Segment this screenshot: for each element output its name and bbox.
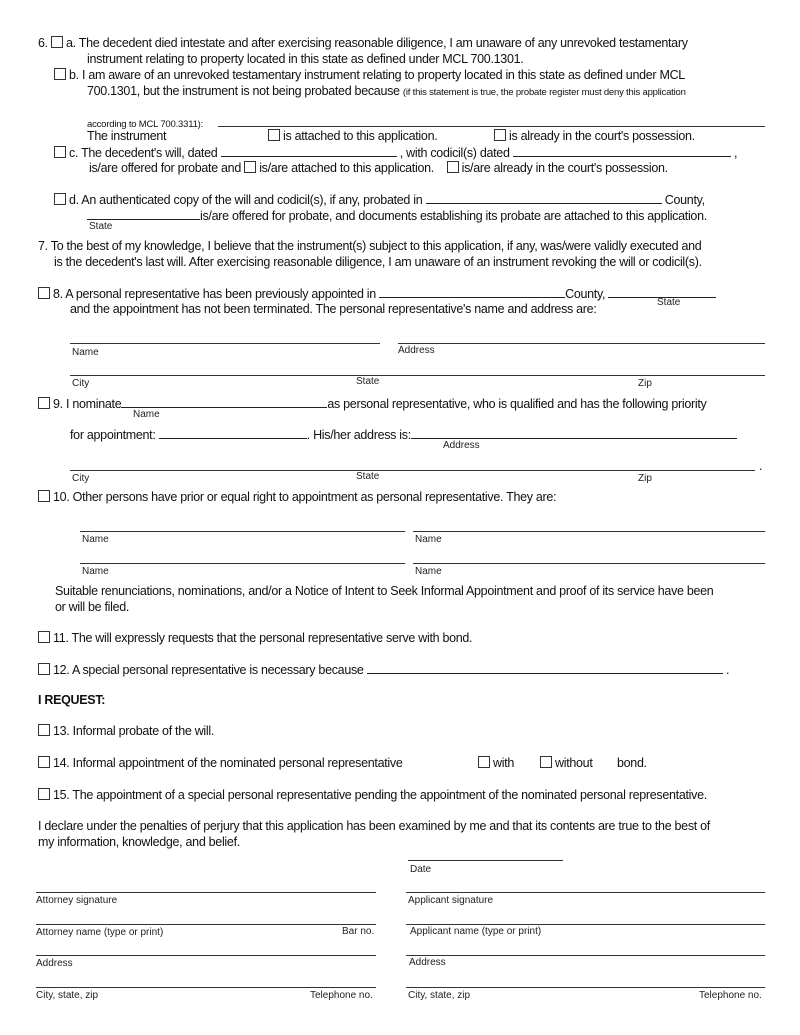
applicant-address-label: Address: [409, 957, 446, 968]
name-field[interactable]: [80, 563, 405, 564]
checkbox-without-bond[interactable]: [540, 756, 552, 768]
without-bond: [540, 756, 593, 771]
checkbox-13[interactable]: [38, 724, 50, 736]
attorney-address-field[interactable]: [36, 955, 376, 956]
declaration-text-2: my information, knowledge, and belief.: [38, 835, 240, 849]
date-field[interactable]: [408, 860, 563, 861]
without-label: without: [555, 756, 593, 770]
item-6d-text: d. An authenticated copy of the will and codicil(s), if any, probated in: [69, 193, 423, 207]
checkbox-6a[interactable]: [51, 36, 63, 48]
address-prompt: . His/her address is:: [306, 428, 411, 442]
item-6b: [54, 68, 685, 83]
item-13: [38, 724, 214, 739]
instr-possession-label: is already in the court's possession.: [509, 129, 695, 143]
county-field[interactable]: [379, 286, 565, 298]
item-8: [38, 286, 716, 302]
applicant-city-label: City, state, zip: [408, 990, 471, 1001]
will-attached-label: is/are attached to this application.: [259, 161, 434, 175]
item-15: [38, 788, 707, 803]
name-field[interactable]: [70, 343, 380, 344]
instr-possession: [494, 129, 695, 144]
item-number: 6.: [38, 36, 48, 50]
checkbox-instr-possession[interactable]: [494, 129, 506, 141]
codicil-label: , with codicil(s) dated: [399, 146, 510, 160]
county-field[interactable]: [426, 192, 662, 204]
item-12: 12. A special personal representative is necessary because .: [38, 662, 729, 678]
date-label: Date: [410, 864, 432, 875]
item-6a: [38, 36, 688, 51]
codicil-date-field[interactable]: [513, 145, 731, 157]
checkbox-10[interactable]: [38, 490, 50, 502]
item-6c: c. The decedent's will, dated , with codicil(s) dated ,: [54, 145, 737, 161]
state-label: State: [89, 221, 113, 232]
will-date-field[interactable]: [221, 145, 397, 157]
checkbox-8[interactable]: [38, 287, 50, 299]
checkbox-6c[interactable]: [54, 146, 66, 158]
renunciation-text-2: or will be filed.: [55, 600, 130, 614]
item-15-text: 15. The appointment of a special personal representative pending the appointment of the nominated personal representative.: [53, 788, 707, 802]
address-field[interactable]: [398, 343, 765, 344]
item-14: [38, 756, 402, 771]
attorney-city-label: City, state, zip: [36, 990, 99, 1001]
item-6b-text-3: according to MCL 700.3311):: [87, 119, 204, 130]
with-bond: [478, 756, 514, 771]
name-label: Name: [415, 566, 442, 577]
state-field[interactable]: [87, 208, 200, 220]
priority-field[interactable]: [159, 427, 307, 439]
zip-label: Zip: [638, 378, 652, 389]
applicant-telephone-label: Telephone no.: [699, 990, 762, 1001]
attorney-address-label: Address: [36, 958, 73, 969]
item-10-text: 10. Other persons have prior or equal right to appointment as personal representative. They are:: [53, 490, 557, 504]
declaration-text: I declare under the penalties of perjury that this application has been examined by me and that its contents are true to the best of: [38, 819, 710, 833]
checkbox-11[interactable]: [38, 631, 50, 643]
instr-attached: [268, 129, 437, 144]
attorney-city-field[interactable]: [36, 987, 376, 988]
item-11-text: 11. The will expressly requests that the personal representative serve with bond.: [53, 631, 473, 645]
item-6a-text-2: instrument relating to property located in this state as defined under MCL 700.1301.: [87, 52, 524, 66]
applicant-address-field[interactable]: [406, 955, 765, 956]
item-6b-text-2: [87, 84, 686, 100]
state-label: State: [356, 376, 380, 387]
checkbox-6d[interactable]: [54, 193, 66, 205]
state-label: State: [356, 471, 380, 482]
applicant-signature-label: Applicant signature: [408, 895, 494, 906]
item-9-text-b: as personal representative, who is qualified and has the following priority: [327, 397, 707, 411]
name-field[interactable]: [80, 531, 405, 532]
zip-label: Zip: [638, 473, 652, 484]
checkbox-will-attached[interactable]: [244, 161, 256, 173]
attorney-telephone-label: Telephone no.: [310, 990, 373, 1001]
item-6d: [54, 192, 705, 208]
item-8-text: 8. A personal representative has been previously appointed in: [53, 287, 376, 301]
checkbox-with-bond[interactable]: [478, 756, 490, 768]
item-9-line2: [70, 427, 737, 443]
item-6b-reason: 700.1301, but the instrument is not being probated because: [87, 84, 400, 98]
checkbox-14[interactable]: [38, 756, 50, 768]
with-label: with: [493, 756, 515, 770]
applicant-name-label: Applicant name (type or print): [410, 926, 542, 937]
county-label: County,: [664, 193, 705, 207]
item-8-text-2: and the appointment has not been terminated. The personal representative's name and address are:: [70, 302, 597, 316]
item-6a-text: a. The decedent died intestate and after exercising reasonable diligence, I am unaware of any unrevoked testamentary: [66, 36, 688, 50]
checkbox-12[interactable]: [38, 663, 50, 675]
item-6b-text: b. I am aware of an unrevoked testamentary instrument relating to property located in this state as defined under MCL: [69, 68, 685, 82]
reason-field[interactable]: [218, 126, 765, 127]
address-field[interactable]: [411, 427, 737, 439]
checkbox-6b[interactable]: [54, 68, 66, 80]
name-label: Name: [133, 409, 160, 420]
applicant-signature-field[interactable]: [406, 892, 765, 893]
bar-no-label: Bar no.: [342, 926, 375, 937]
city-label: City: [72, 473, 90, 484]
reason-field[interactable]: [367, 662, 723, 674]
city-label: City: [72, 378, 90, 389]
city-state-zip-field[interactable]: [70, 470, 755, 471]
item-9-text: 9. I nominate: [53, 397, 122, 411]
priority-label: for appointment:: [70, 428, 156, 442]
checkbox-instr-attached[interactable]: [268, 129, 280, 141]
attorney-name-field[interactable]: [36, 924, 376, 925]
checkbox-9[interactable]: [38, 397, 50, 409]
item-14-text: 14. Informal appointment of the nominated personal representative: [53, 756, 403, 770]
name-label: Name: [415, 534, 442, 545]
item-6c-text: c. The decedent's will, dated: [69, 146, 218, 160]
address-label: Address: [443, 440, 480, 451]
renunciation-text: Suitable renunciations, nominations, and/or a Notice of Intent to Seek Informal Appointment and proof of its service have been: [55, 584, 714, 598]
bond-label: bond.: [617, 756, 647, 770]
city-state-zip-field[interactable]: [70, 375, 765, 376]
instr-attached-label: is attached to this application.: [283, 129, 438, 143]
attorney-signature-field[interactable]: [36, 892, 376, 893]
checkbox-will-possession[interactable]: [447, 161, 459, 173]
item-13-text: 13. Informal probate of the will.: [53, 724, 215, 738]
attorney-name-label: Attorney name (type or print): [36, 927, 164, 938]
name-field[interactable]: [413, 563, 765, 564]
note: (if this statement is true, the probate register must deny this application: [402, 87, 686, 98]
will-possession-label: is/are already in the court's possession.: [461, 161, 668, 175]
item-6c-text-2: is/are offered for probate and: [89, 161, 241, 175]
name-label: Name: [82, 534, 109, 545]
item-6d-text-2: is/are offered for probate, and documents establishing its probate are attached to this application.: [200, 209, 707, 223]
checkbox-15[interactable]: [38, 788, 50, 800]
item-12-text: 12. A special personal representative is necessary because: [53, 663, 364, 677]
item-6c-line2: [89, 161, 668, 176]
item-10: [38, 490, 556, 505]
instrument-label: The instrument: [87, 129, 167, 143]
state-label: State: [657, 297, 681, 308]
applicant-name-field[interactable]: [406, 924, 765, 925]
applicant-city-field[interactable]: [406, 987, 765, 988]
attorney-signature-label: Attorney signature: [36, 895, 118, 906]
name-field[interactable]: [413, 531, 765, 532]
item-6d-line2: [87, 208, 707, 224]
request-heading: I REQUEST:: [38, 693, 106, 707]
address-label: Address: [398, 345, 435, 356]
item-11: [38, 631, 472, 646]
nominee-name-field[interactable]: [121, 396, 327, 408]
item-7-text: 7. To the best of my knowledge, I believe that the instrument(s) subject to this application, if any, was/were validly executed and: [38, 239, 702, 253]
name-label: Name: [82, 566, 109, 577]
item-7-text-2: is the decedent's last will. After exercising reasonable diligence, I am unaware of an instrument revoking the will or codicil(s).: [54, 255, 702, 269]
name-label: Name: [72, 347, 99, 358]
county-label: County,: [565, 287, 606, 301]
